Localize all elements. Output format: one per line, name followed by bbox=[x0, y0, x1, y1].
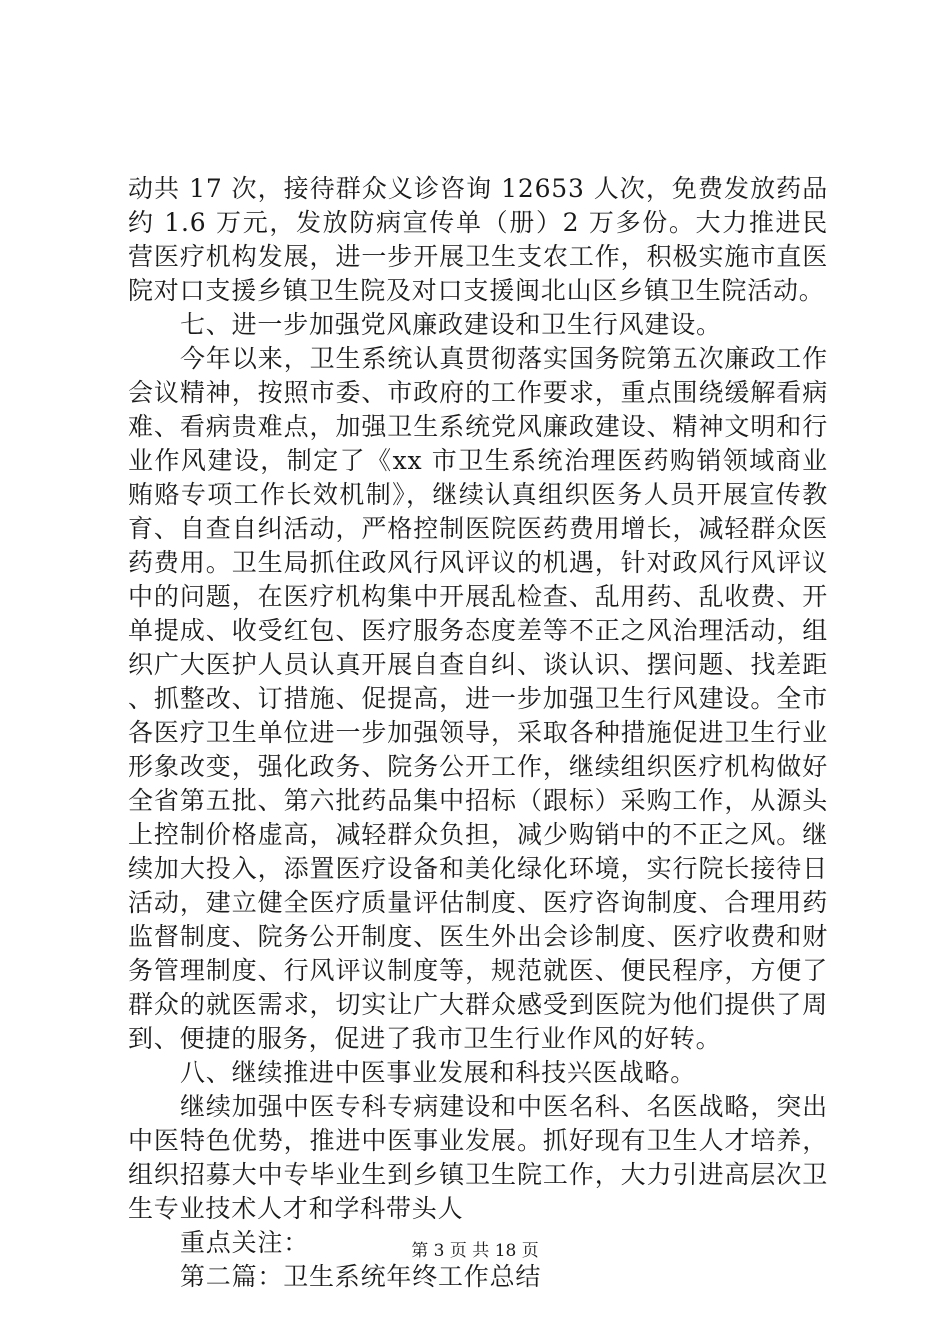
section-heading-seven: 七、进一步加强党风廉政建设和卫生行风建设。 bbox=[180, 310, 722, 339]
paragraph-tcm-development: 继续加强中医专科专病建设和中医名科、名医战略，突出中医特色优势，推进中医事业发展。抓好现有卫生人才培养，组织招募大中专毕业生到乡镇卫生院工作，大力引进高层次卫生专业技术人才和学科带头人 bbox=[128, 1092, 828, 1223]
paragraph-continued-activities: 动共 17 次，接待群众义诊咨询 12653 人次，免费发放药品约 1.6 万元，发放防病宣传单（册）2 万多份。大力推进民营医疗机构发展，进一步开展卫生支农工作，积极实施市直医院对口支援乡镇卫生院及对口支援闽北山区乡镇卫生院活动。 bbox=[128, 174, 828, 305]
document-body bbox=[128, 172, 828, 1294]
section-heading-eight: 八、继续推进中医事业发展和科技兴医战略。 bbox=[180, 1058, 697, 1087]
focus-label: 重点关注： bbox=[180, 1228, 310, 1257]
next-chapter-title: 第二篇：卫生系统年终工作总结 bbox=[180, 1262, 542, 1291]
page-number-footer: 第 3 页 共 18 页 bbox=[411, 1241, 539, 1261]
paragraph-integrity-building: 今年以来，卫生系统认真贯彻落实国务院第五次廉政工作会议精神，按照市委、市政府的工作要求，重点围绕缓解看病难、看病贵难点，加强卫生系统党风廉政建设、精神文明和行业作风建设，制定了《xx 市卫生系统治理医药购销领域商业贿赂专项工作长效机制》，继续认真组织医务人员开展宣传教育、自查自纠活动，严格控制医院医药费用增长，减轻群众医药费用。卫生局抓住政风行风评议的机遇，针对政风行风评议中的问题，在医疗机构集中开展乱检查、乱用药、乱收费、开单提成、收受红包、医疗服务态度差等不正之风治理活动，组织广大医护人员认真开展自查自纠、谈认识、摆问题、找差距、抓整改、订措施、促提高，进一步加强卫生行风建设。全市各医疗卫生单位进一步加强领导，采取各种措施促进卫生行业形象改变，强化政务、院务公开工作，继续组织医疗机构做好全省第五批、第六批药品集中招标（跟标）采购工作，从源头上控制价格虚高，减轻群众负担，减少购销中的不正之风。继续加大投入，添置医疗设备和美化绿化环境，实行院长接待日活动，建立健全医疗质量评估制度、医疗咨询制度、合理用药监督制度、院务公开制度、医生外出会诊制度、医疗收费和财务管理制度、行风评议制度等，规范就医、便民程序，方便了群众的就医需求，切实让广大群众感受到医院为他们提供了周到、便捷的服务，促进了我市卫生行业作风的好转。 bbox=[128, 344, 828, 1053]
